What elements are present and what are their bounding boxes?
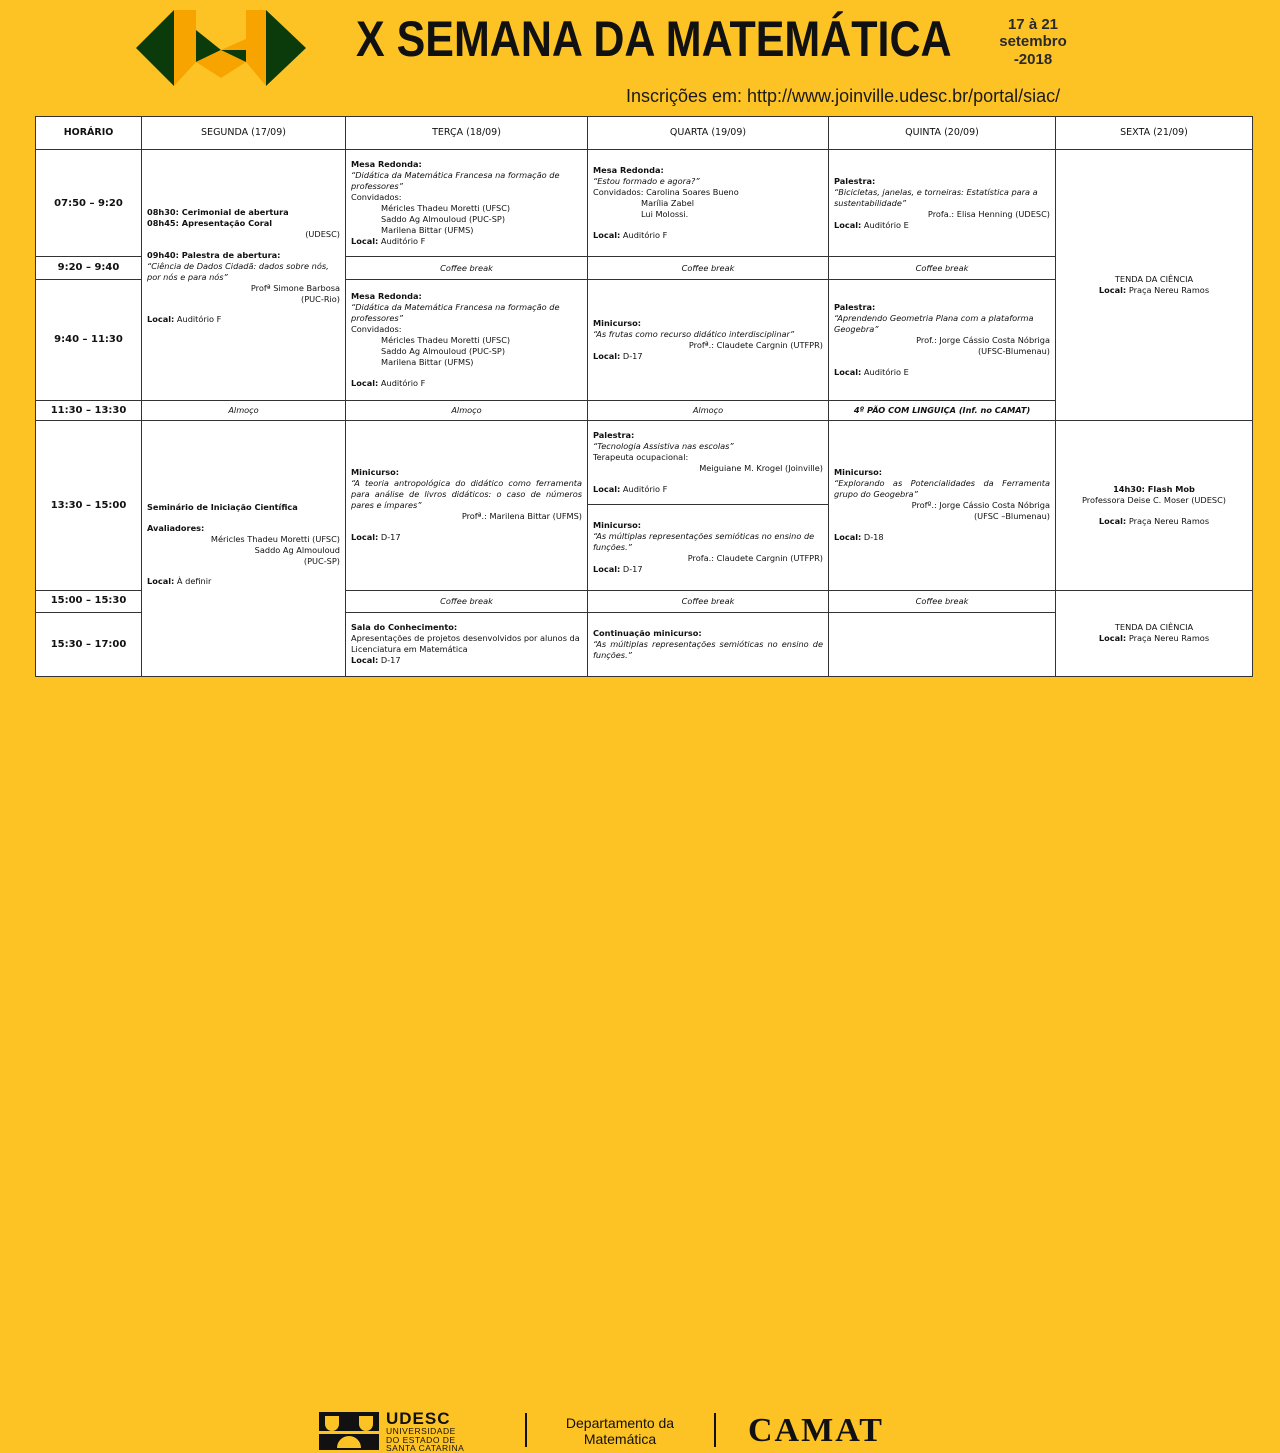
speaker: Professora Deise C. Moser (UDESC) — [1082, 494, 1226, 505]
tuesday-mesa-cell-2 — [346, 279, 588, 400]
local-label: Local: — [351, 532, 379, 543]
local-value: À definir — [176, 576, 212, 587]
local-value: Auditório F — [380, 236, 426, 247]
lunch-cell: Almoço — [346, 400, 588, 420]
local-label: Local: — [834, 532, 862, 543]
monday-afternoon-cell — [142, 421, 346, 677]
local-label: Local: — [147, 576, 175, 587]
event-title: “As múltiplas representações semióticas no ensino de funções.” — [593, 531, 815, 552]
local-line — [147, 314, 340, 325]
speaker: Meiguiane M. Krogel (Joinville) — [699, 463, 823, 474]
local-line — [147, 576, 340, 587]
event-heading: Seminário de Iniciação Científica — [147, 501, 298, 512]
event-heading: Minicurso: — [593, 520, 642, 531]
event-title: “A teoria antropológica do didático como ferramenta para análise de livros didáticos: o caso de números pares e ímpares” — [351, 478, 582, 511]
local-value: Auditório F — [622, 484, 668, 495]
speaker: Prof.: Jorge Cássio Costa Nóbriga — [916, 334, 1050, 345]
thursday-minicurso-cell — [829, 421, 1056, 591]
monday-morning-cell — [142, 150, 346, 401]
footer — [0, 700, 1280, 1453]
guest: Méricles Thadeu Moretti (UFSC) — [381, 334, 511, 345]
local-label: Local: — [593, 484, 621, 495]
page-title: X SEMANA DA MATEMÁTICA — [356, 11, 952, 67]
event-heading: Continuação minicurso: — [593, 627, 702, 638]
local-line — [593, 230, 823, 241]
registration-link[interactable]: Inscrições em: http://www.joinville.udesc.br/portal/siac/ — [626, 86, 1061, 106]
local-line — [1061, 285, 1247, 296]
time-slot: 9:40 – 11:30 — [36, 279, 142, 400]
friday-flashmob-cell — [1056, 421, 1253, 591]
guests-label: Convidados: — [351, 323, 402, 334]
time-slot: 11:30 – 13:30 — [36, 400, 142, 420]
wednesday-minicurso-cell-2 — [588, 505, 829, 590]
local-label: Local: — [1098, 285, 1127, 296]
lunch-cell: Almoço — [588, 400, 829, 420]
event-heading: Palestra: — [834, 175, 876, 186]
camat-logo: CAMAT — [748, 1412, 884, 1449]
tuesday-mesa-cell-1 — [346, 150, 588, 257]
guest: Lui Molossi. — [641, 209, 689, 220]
coffee-break-cell: Coffee break — [346, 257, 588, 279]
local-value: Auditório F — [380, 377, 426, 388]
speaker-org: (UFSC –Blumenau) — [973, 511, 1050, 522]
local-line — [834, 532, 1050, 543]
local-value: Praça Nereu Ramos — [1128, 285, 1210, 296]
local-label: Local: — [593, 563, 621, 574]
local-line — [351, 532, 582, 543]
date-month-year: setembro -2018 — [999, 33, 1067, 68]
guest: Méricles Thadeu Moretti (UFSC) — [381, 203, 511, 214]
event-title: “As frutas como recurso didático interdisciplinar” — [593, 328, 795, 339]
event-heading: Mesa Redonda: — [593, 165, 664, 176]
local-label: Local: — [1098, 633, 1127, 644]
local-value: Praça Nereu Ramos — [1128, 633, 1210, 644]
dept-line: Departamento da — [565, 1415, 675, 1431]
column-header-quarta: QUARTA (19/09) — [588, 117, 829, 150]
event-title: “Tecnologia Assistiva nas escolas” — [593, 441, 734, 452]
event-heading: Mesa Redonda: — [351, 290, 422, 301]
event-title: TENDA DA CIÊNCIA — [1114, 274, 1194, 285]
opening-ceremony: 08h30: Cerimonial de abertura — [147, 206, 289, 217]
local-label: Local: — [834, 219, 862, 230]
thursday-palestra-cell-1 — [829, 150, 1056, 257]
event-title: “Didática da Matemática Francesa na formação de professores” — [351, 301, 560, 323]
udesc-line: SANTA CATARINA — [386, 1443, 465, 1453]
local-value: Auditório F — [176, 314, 222, 325]
guest: Saddo Ag Almouloud (PUC-SP) — [381, 345, 506, 356]
event-dates — [978, 16, 1088, 68]
time-slot: 07:50 – 9:20 — [36, 150, 142, 257]
local-label: Local: — [351, 655, 379, 666]
speaker: Profª.: Claudete Cargnin (UTFPR) — [688, 339, 823, 350]
event-heading: Minicurso: — [593, 317, 642, 328]
coffee-break-cell: Coffee break — [829, 590, 1056, 612]
local-value: Praça Nereu Ramos — [1128, 515, 1210, 526]
udesc-line: UNIVERSIDADE — [386, 1426, 456, 1436]
speaker: Profa.: Elisa Henning (UDESC) — [927, 208, 1050, 219]
divider — [714, 1413, 716, 1447]
guests-label: Convidados: — [593, 187, 644, 198]
local-label: Local: — [351, 377, 379, 388]
coffee-break-cell: Coffee break — [829, 257, 1056, 279]
guest: Marilena Bittar (UFMS) — [381, 356, 474, 367]
local-line — [593, 564, 823, 575]
local-value: Auditório E — [863, 366, 909, 377]
guests-line — [593, 187, 823, 198]
local-value: Auditório E — [863, 219, 909, 230]
friday-tenda-cell — [1056, 150, 1253, 421]
time-slot: 15:00 – 15:30 — [36, 590, 142, 612]
time-slot: 15:30 – 17:00 — [36, 612, 142, 676]
tuesday-sala-cell — [346, 612, 588, 676]
guest: Marília Zabel — [641, 198, 695, 209]
local-label: Local: — [593, 350, 621, 361]
speaker: Profº.: Jorge Cássio Costa Nóbriga — [911, 500, 1050, 511]
local-label: Local: — [593, 230, 621, 241]
local-value: D-17 — [380, 655, 401, 666]
wednesday-palestra-cell — [588, 421, 829, 505]
udesc-wordmark — [386, 1410, 464, 1453]
evaluators-label: Avaliadores: — [147, 522, 205, 533]
column-header-horario: HORÁRIO — [36, 117, 142, 150]
column-header-sexta: SEXTA (21/09) — [1056, 117, 1253, 150]
pao-com-linguica-cell: 4º PÃO COM LINGUIÇA (Inf. no CAMAT) — [829, 400, 1056, 420]
opening-talk-title: “Ciência de Dados Cidadã: dados sobre nós, por nós e para nós” — [147, 260, 329, 282]
header — [0, 0, 1280, 112]
speaker: Profa.: Claudete Cargnin (UTFPR) — [687, 552, 823, 563]
coffee-break-cell: Coffee break — [588, 590, 829, 612]
opening-talk-heading: 09h40: Palestra de abertura: — [147, 249, 281, 260]
local-line — [351, 655, 582, 666]
event-title: “Bicicletas, janelas, e torneiras: Estatística para a sustentabilidade” — [834, 186, 1038, 208]
event-logo-icon — [136, 10, 306, 86]
local-value: Auditório F — [622, 230, 668, 241]
table-row — [36, 421, 1253, 505]
local-label: Local: — [147, 314, 175, 325]
local-line — [351, 378, 582, 389]
local-value: D-17 — [380, 532, 401, 543]
event-title: “Aprendendo Geometria Plana com a plataforma Geogebra” — [834, 312, 1034, 334]
coffee-break-cell: Coffee break — [346, 590, 588, 612]
local-line — [593, 484, 823, 495]
department-name — [545, 1415, 695, 1447]
local-line — [593, 351, 823, 362]
event-heading: Palestra: — [593, 430, 635, 441]
evaluator-org: (PUC-SP) — [303, 555, 340, 566]
friday-tenda-cell-2 — [1056, 590, 1253, 676]
guest: Carolina Soares Bueno — [646, 187, 739, 198]
org-label: (UDESC) — [305, 228, 340, 239]
choir-presentation: 08h45: Apresentação Coral — [147, 217, 273, 228]
local-line — [351, 236, 582, 247]
wednesday-mesa-cell — [588, 150, 829, 257]
event-title: “Didática da Matemática Francesa na formação de professores” — [351, 170, 560, 192]
event-title: TENDA DA CIÊNCIA — [1114, 622, 1194, 633]
time-slot: 9:20 – 9:40 — [36, 257, 142, 279]
speaker: Profª Simone Barbosa — [250, 282, 340, 293]
local-line — [1061, 633, 1247, 644]
wednesday-minicurso-cell-1 — [588, 279, 829, 400]
local-value: D-17 — [622, 350, 643, 361]
table-header-row — [36, 117, 1253, 150]
column-header-terca: TERÇA (18/09) — [346, 117, 588, 150]
tuesday-minicurso-cell — [346, 421, 588, 591]
event-heading: Palestra: — [834, 301, 876, 312]
guests-label: Convidados: — [351, 192, 402, 203]
divider — [525, 1413, 527, 1447]
event-title: “As múltiplas representações semióticas no ensino de funções.” — [593, 638, 823, 660]
schedule-table — [35, 116, 1253, 677]
speaker-org: (PUC-Rio) — [301, 293, 340, 304]
local-value: D-18 — [863, 532, 884, 543]
speaker-org: (UFSC-Blumenau) — [977, 345, 1050, 356]
guest: Saddo Ag Almouloud (PUC-SP) — [381, 214, 506, 225]
evaluator: Méricles Thadeu Moretti (UFSC) — [210, 533, 340, 544]
udesc-name: UDESC — [386, 1409, 451, 1428]
evaluator: Saddo Ag Almouloud — [254, 544, 340, 555]
dept-line: Matemática — [583, 1431, 657, 1448]
local-line — [834, 367, 1050, 378]
lunch-cell: Almoço — [142, 400, 346, 420]
udesc-line: DO ESTADO DE — [386, 1434, 456, 1445]
event-heading: Minicurso: — [351, 467, 400, 478]
thursday-empty-cell — [829, 612, 1056, 676]
local-line — [834, 220, 1050, 231]
local-label: Local: — [351, 236, 379, 247]
date-range: 17 à 21 — [1007, 16, 1059, 33]
event-heading: 14h30: Flash Mob — [1113, 483, 1195, 494]
local-label: Local: — [1098, 515, 1127, 526]
local-value: D-17 — [622, 563, 643, 574]
speaker: Profª.: Marilena Bittar (UFMS) — [461, 511, 582, 522]
event-title: “Estou formado e agora?” — [593, 176, 700, 187]
local-line — [1061, 516, 1247, 527]
event-heading: Mesa Redonda: — [351, 159, 422, 170]
guest: Marilena Bittar (UFMS) — [381, 225, 474, 236]
column-header-quinta: QUINTA (20/09) — [829, 117, 1056, 150]
column-header-segunda: SEGUNDA (17/09) — [142, 117, 346, 150]
thursday-palestra-cell-2 — [829, 279, 1056, 400]
time-slot: 13:30 – 15:00 — [36, 421, 142, 591]
speaker-role: Terapeuta ocupacional: — [593, 452, 689, 463]
wednesday-continuacao-cell — [588, 612, 829, 676]
udesc-logo-icon — [319, 1412, 379, 1450]
event-title: “Explorando as Potencialidades da Ferramenta grupo do Geogebra” — [834, 478, 1050, 500]
coffee-break-cell: Coffee break — [588, 257, 829, 279]
event-description: Apresentações de projetos desenvolvidos por alunos da Licenciatura em Matemática — [351, 633, 580, 655]
table-row — [36, 150, 1253, 257]
local-label: Local: — [834, 366, 862, 377]
event-heading: Sala do Conhecimento: — [351, 622, 458, 633]
event-heading: Minicurso: — [834, 467, 883, 478]
